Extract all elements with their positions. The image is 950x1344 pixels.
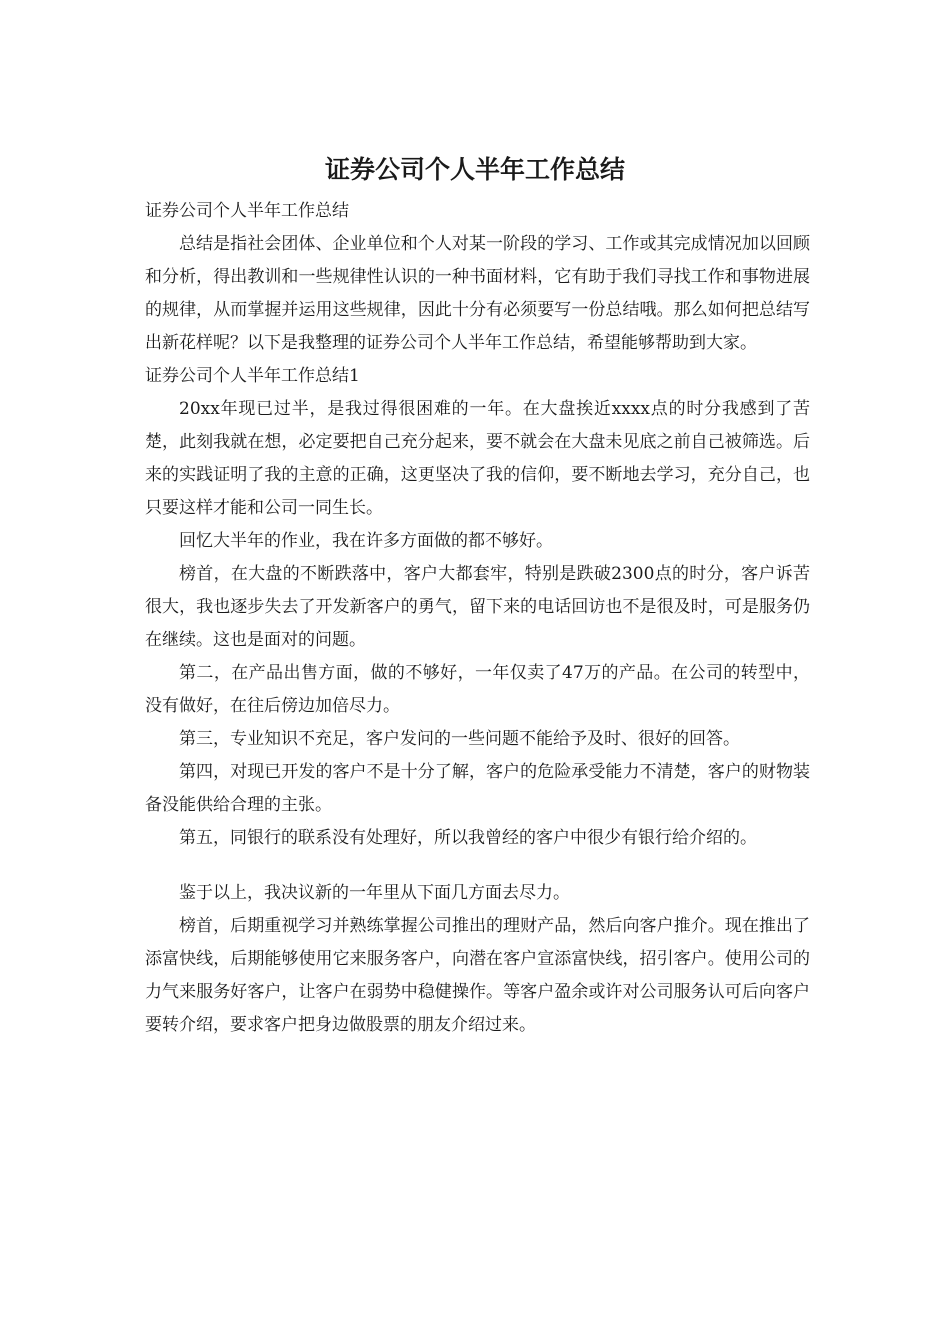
document-title: 证券公司个人半年工作总结 xyxy=(324,155,625,184)
paragraph-gap xyxy=(145,855,810,877)
body-paragraph: 20xx年现已过半，是我过得很困难的一年。在大盘挨近xxxx点的时分我感到了苦楚，此刻我就在想，必定要把自己充分起来，要不就会在大盘未见底之前自己被筛选。后来的实践证明了我的主意的正确，这更坚决了我的信仰，要不断地去学习，充分自己，也只要这样才能和公司一同生长。 xyxy=(145,399,810,518)
body-paragraph: 第三，专业知识不充足，客户发问的一些问题不能给予及时、很好的回答。 xyxy=(179,729,740,749)
body-paragraph: 回忆大半年的作业，我在许多方面做的都不够好。 xyxy=(179,531,553,551)
body-paragraph: 鉴于以上，我决议新的一年里从下面几方面去尽力。 xyxy=(179,883,570,903)
body-paragraph: 第四，对现已开发的客户不是十分了解，客户的危险承受能力不清楚，客户的财物装备没能供给合理的主张。 xyxy=(145,762,810,815)
document-subtitle: 证券公司个人半年工作总结 xyxy=(145,201,349,221)
section-heading: 证券公司个人半年工作总结1 xyxy=(145,366,360,386)
body-paragraph: 第五，同银行的联系没有处理好，所以我曾经的客户中很少有银行给介绍的。 xyxy=(179,828,757,848)
body-paragraph: 榜首，后期重视学习并熟练掌握公司推出的理财产品，然后向客户推介。现在推出了添富快线，后期能够使用它来服务客户，向潜在客户宣添富快线，招引客户。使用公司的力气来服务好客户，让客户在弱势中稳健操作。等客户盈余或许对公司服务认可后向客户要转介绍，要求客户把身边做股票的朋友介绍过来。 xyxy=(145,916,810,1035)
document-body xyxy=(145,195,810,1042)
body-paragraph: 榜首，在大盘的不断跌落中，客户大都套牢，特别是跌破2300点的时分，客户诉苦很大，我也逐步失去了开发新客户的勇气，留下来的电话回访也不是很及时，可是服务仍在继续。这也是面对的问题。 xyxy=(145,564,810,650)
intro-paragraph: 总结是指社会团体、企业单位和个人对某一阶段的学习、工作或其完成情况加以回顾和分析，得出教训和一些规律性认识的一种书面材料，它有助于我们寻找工作和事物进展的规律，从而掌握并运用这些规律，因此十分有必须要写一份总结哦。那么如何把总结写出新花样呢？以下是我整理的证券公司个人半年工作总结，希望能够帮助到大家。 xyxy=(145,234,810,353)
body-paragraph: 第二，在产品出售方面，做的不够好，一年仅卖了47万的产品。在公司的转型中，没有做好，在往后傍边加倍尽力。 xyxy=(145,663,810,716)
